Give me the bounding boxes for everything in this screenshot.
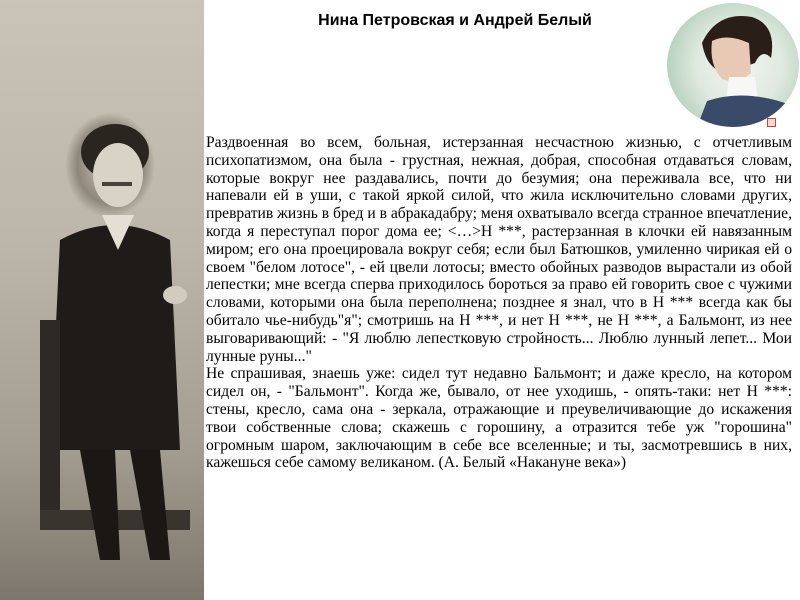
- quote-paragraph-1: Раздвоенная во всем, больная, истерзанная несчастною жизнью, с отчетливым психопатизмом, она была - грустная, нежная, добрая, способная отдаваться словам, которые вокруг нее раздавались, почти до безумия; она переживала все, что ни напевали ей в уши, с такой яркой силой, что жила исключительно словами других, превратив жизнь в бред и в абракадабру; меня охватывало всегда странное впечатление, когда я переступал порог дома ее; <…>Н ***, растерзанная в клочки ей навязанным миром; его она проецировала вокруг себя; если был Батюшков, умиленно чирикая ей о своем "белом лотосе", - ей цвели лотосы; вместо обойных разводов вырастали из обой лепестки; мне всегда сперва приходилось бороться за право ей говорить свое с чужими словами, которыми она была переполнена; позднее я знал, что в Н *** всегда как бы обитало чье-нибудь"я"; смотришь на Н ***, и нет Н ***, не Н ***, а Бальмонт, из нее выговаривающий: - "Я люблю лепестковую стройность... Люблю лунный лепет... Мои лунные руны...": [206, 134, 793, 365]
- andrei-bely-photo: [0, 0, 204, 600]
- seated-man-figure: [40, 120, 190, 580]
- page-title: Нина Петровская и Андрей Белый: [318, 12, 592, 29]
- quote-paragraph-2: Не спрашивая, знаешь уже: сидел тут недавно Бальмонт; и даже кресло, на котором сидел он, - "Бальмонт". Когда же, бывало, от нее уходишь, - опять-таки: нет Н ***: стены, кресло, сама она - зеркала, отражающие и преувеличивающие до искажения твои собственные слова; скажешь с горошину, а отразится тебе уж "горошина" огромным шаром, заключающим в себе все вселенные; и ты, засмотревшись в них, кажешься себе самому великаном. (А. Белый «Накануне века»): [206, 365, 792, 472]
- woman-portrait-figure: [667, 3, 799, 127]
- quote-text: [206, 134, 792, 472]
- nina-petrovskaya-portrait: [667, 3, 799, 127]
- stamp-icon: [767, 118, 776, 127]
